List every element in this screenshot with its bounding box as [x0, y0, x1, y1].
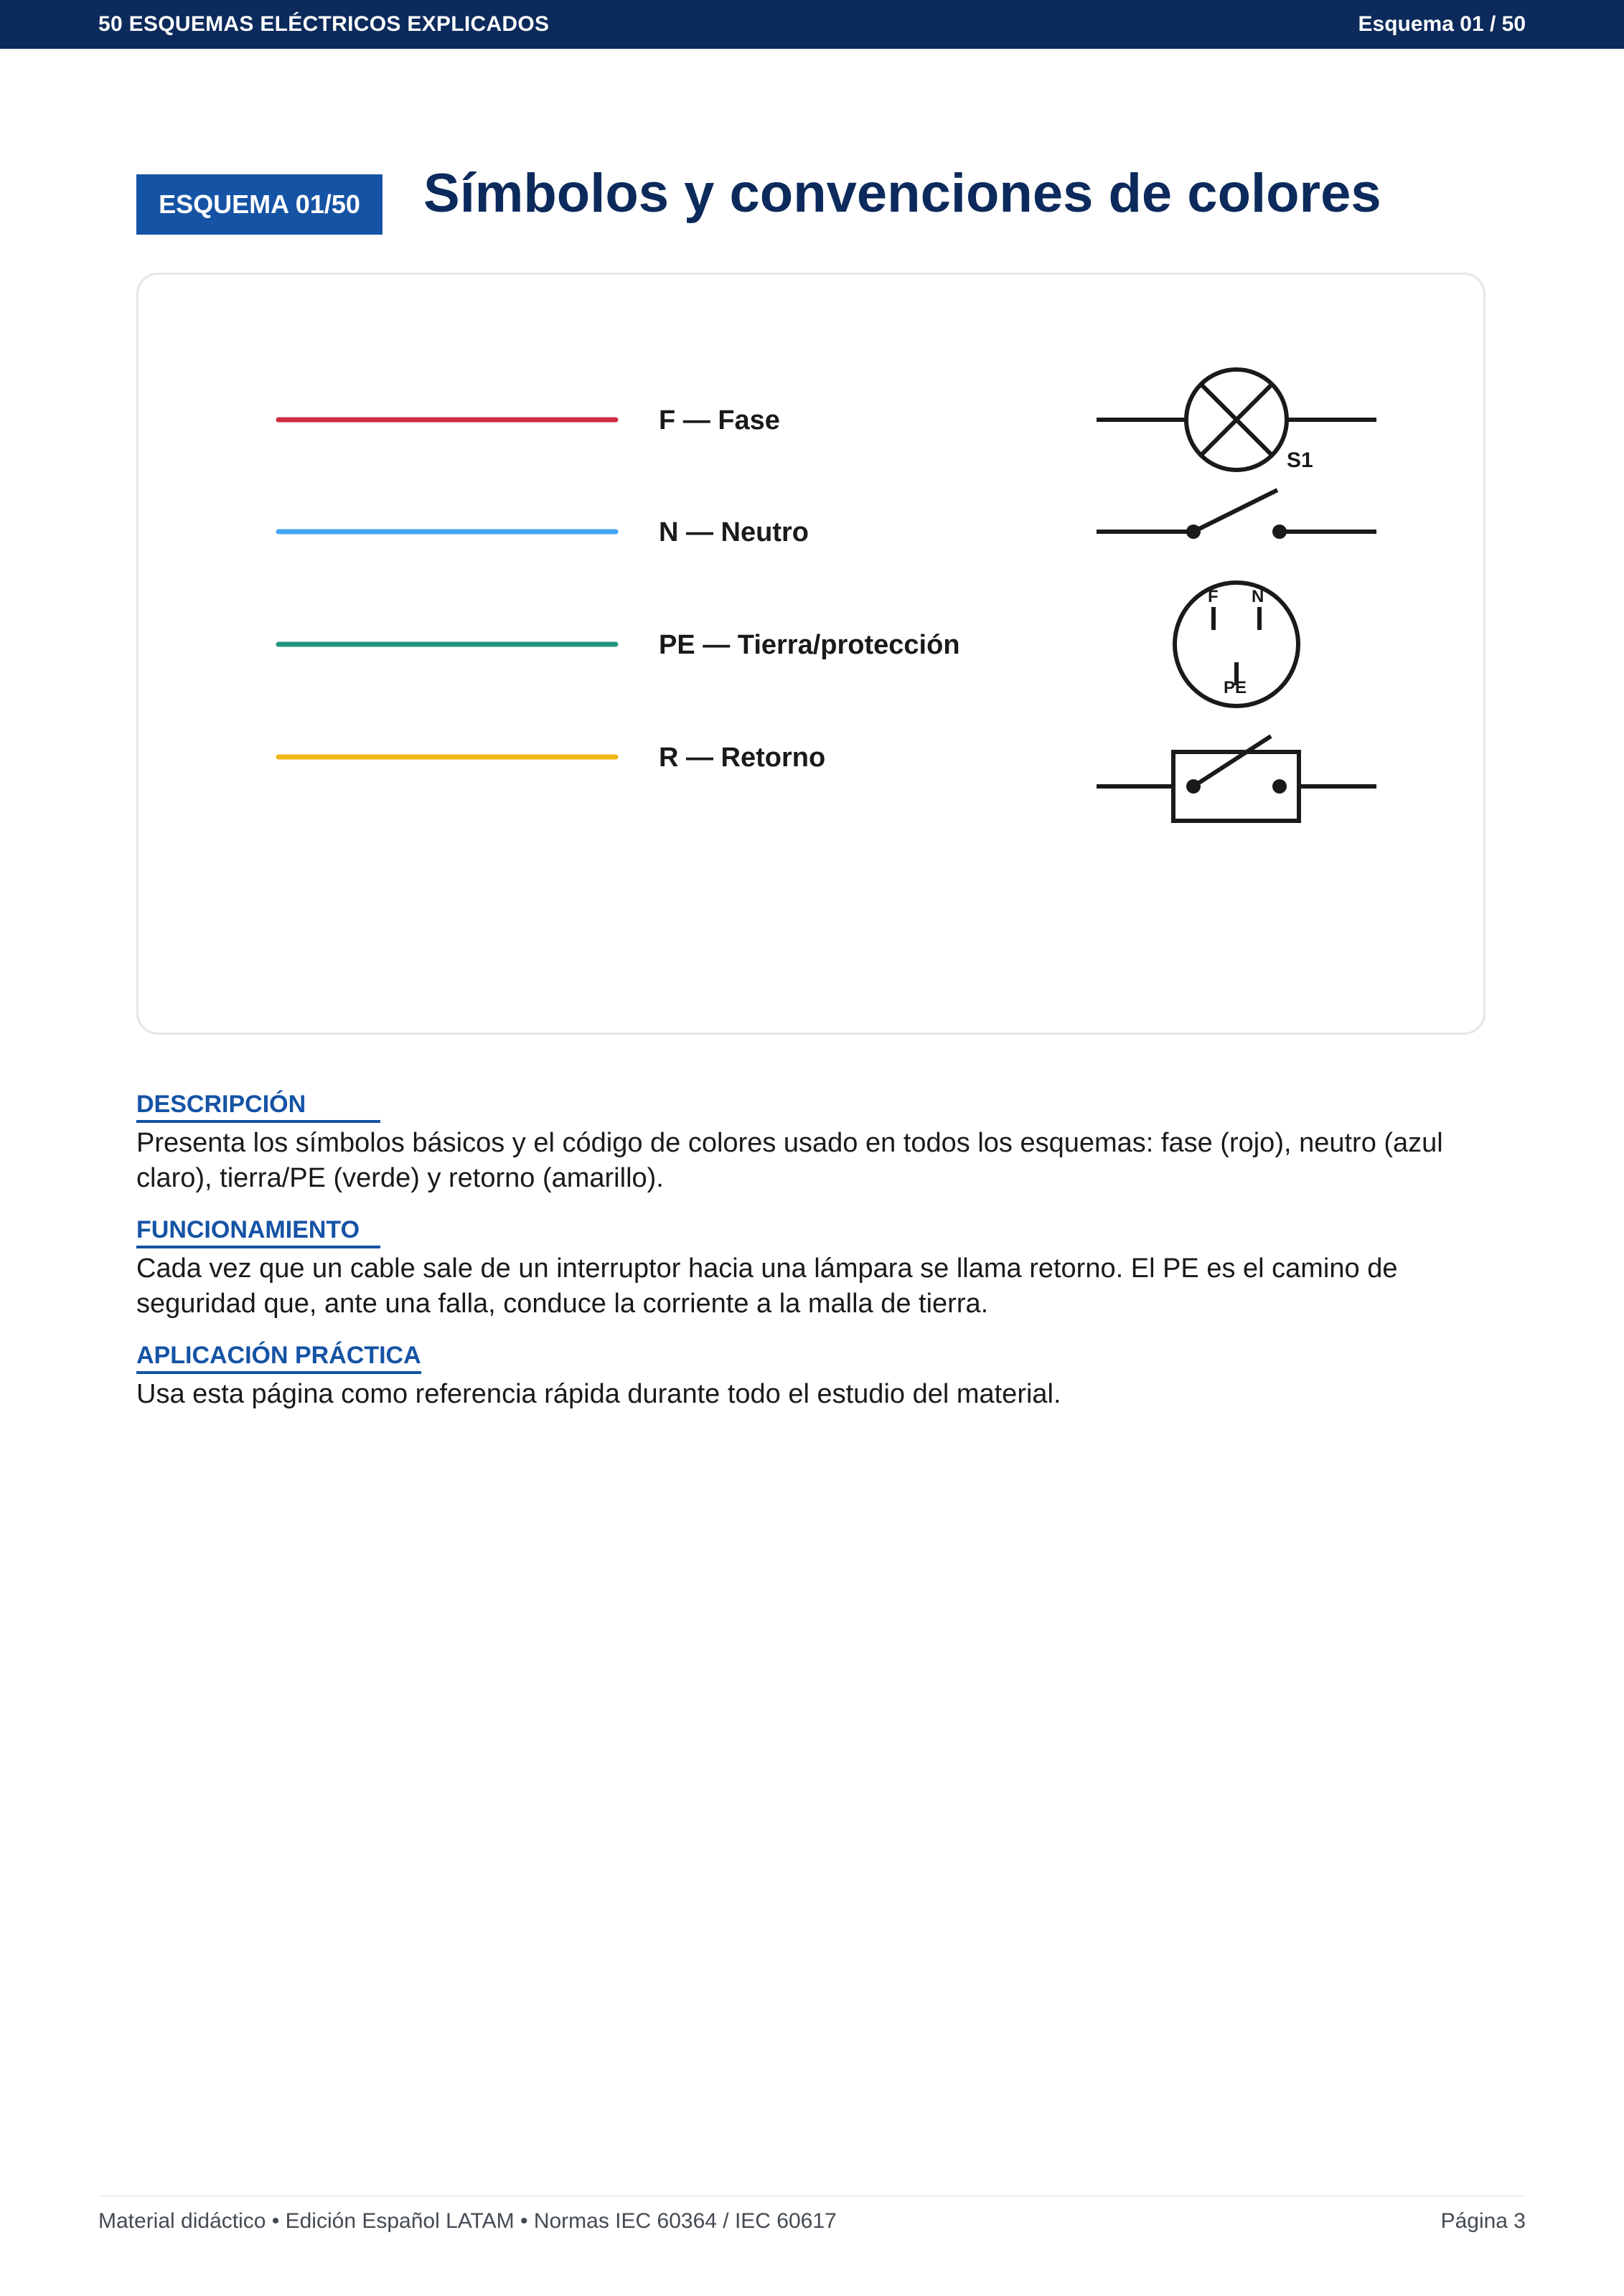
section-body-application: Usa esta página como referencia rápida durante todo el estudio del material. [136, 1379, 1061, 1409]
legend-label-neutral: N — Neutro [659, 517, 809, 547]
section-heading-description: DESCRIPCIÓN [136, 1091, 380, 1123]
outlet-label-f: F [1208, 587, 1219, 606]
legend-label-earth: PE — Tierra/protección [659, 630, 960, 660]
protection-contact-left [1186, 779, 1201, 794]
lamp-symbol-icon [1097, 370, 1376, 470]
outlet-label-pe: PE [1224, 678, 1247, 697]
legend-label-return: R — Retorno [659, 743, 826, 773]
series-title: 50 ESQUEMAS ELÉCTRICOS EXPLICADOS [98, 12, 550, 36]
legend-label-phase: F — Fase [659, 405, 780, 436]
switch-contact-right [1272, 524, 1287, 539]
footer-divider [98, 2196, 1526, 2197]
switch-contact-left [1186, 524, 1201, 539]
protection-switch-icon [1097, 736, 1376, 821]
text-sections [136, 1091, 1485, 1432]
top-header-bar [0, 0, 1624, 49]
footer-info: Material didáctico • Edición Español LATAM • Normas IEC 60364 / IEC 60617 [98, 2209, 837, 2233]
diagram-card [136, 273, 1485, 1035]
page-number: Página 3 [1440, 2209, 1526, 2233]
symbols-diagram [139, 275, 1488, 1037]
outlet-label-n: N [1252, 587, 1264, 606]
page-title: Símbolos y convenciones de colores [423, 163, 1381, 224]
page-reference: Esquema 01 / 50 [1358, 12, 1526, 36]
protection-contact-right [1272, 779, 1287, 794]
section-heading-application: APLICACIÓN PRÁCTICA [136, 1342, 421, 1374]
switch-symbol-icon [1097, 490, 1376, 532]
section-body-description: Presenta los símbolos básicos y el código de colores usado en todos los esquemas: fase (rojo), neutro (azul claro), tierra/PE (verde) y retorno (amarillo). [136, 1128, 1443, 1193]
lamp-label: S1 [1287, 448, 1313, 472]
scheme-badge: ESQUEMA 01/50 [136, 174, 382, 235]
section-heading-operation: FUNCIONAMIENTO [136, 1216, 380, 1248]
section-body-operation: Cada vez que un cable sale de un interruptor hacia una lámpara se llama retorno. El PE es el camino de seguridad que, ante una falla, conduce la corriente a la malla de tierra. [136, 1253, 1398, 1319]
